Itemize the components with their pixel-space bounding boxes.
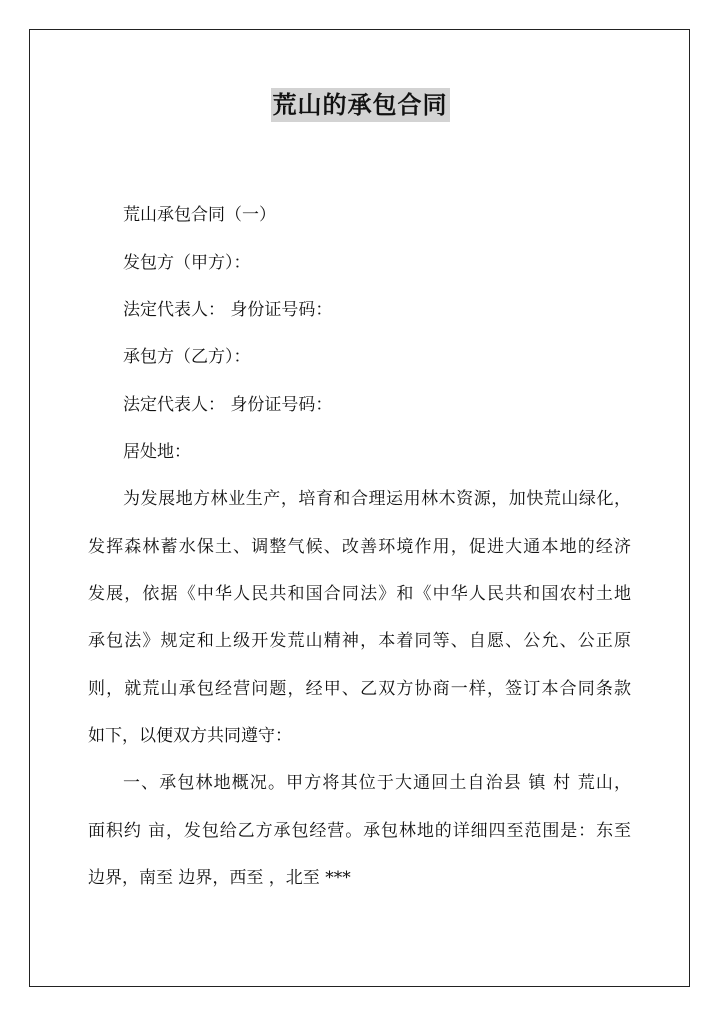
- paragraph-1-line-4: 承包法》规定和上级开发荒山精神，本着同等、自愿、公允、公正原: [88, 631, 631, 651]
- title-container: [0, 88, 720, 122]
- residence-line: 居处地：: [123, 442, 191, 462]
- party-a-line: 发包方（甲方）：: [123, 253, 251, 273]
- paragraph-1-line-6: 如下，以便双方共同遵守：: [88, 726, 292, 746]
- paragraph-2-line-3: 边界，南至 边界，西至 ，北至 ***: [88, 868, 351, 888]
- paragraph-2-line-2: 面积约 亩，发包给乙方承包经营。承包林地的详细四至范围是：东至: [88, 821, 631, 841]
- party-b-representative-line: 法定代表人： 身份证号码：: [123, 395, 333, 415]
- paragraph-1-line-1: 为发展地方林业生产，培育和合理运用林木资源，加快荒山绿化，: [123, 489, 631, 509]
- paragraph-1-line-5: 则，就荒山承包经营问题，经甲、乙双方协商一样，签订本合同条款: [88, 679, 631, 699]
- paragraph-1-line-2: 发挥森林蓄水保土、调整气候、改善环境作用，促进大通本地的经济: [88, 537, 631, 557]
- document-title: 荒山的承包合同: [271, 88, 450, 122]
- paragraph-2-line-1: 一、承包林地概况。甲方将其位于大通回土自治县 镇 村 荒山，: [123, 773, 631, 793]
- contract-subtitle: 荒山承包合同（一）: [123, 205, 276, 225]
- party-b-line: 承包方（乙方）：: [123, 347, 251, 367]
- paragraph-1-line-3: 发展，依据《中华人民共和国合同法》和《中华人民共和国农村土地: [88, 584, 631, 604]
- party-a-representative-line: 法定代表人： 身份证号码：: [123, 300, 333, 320]
